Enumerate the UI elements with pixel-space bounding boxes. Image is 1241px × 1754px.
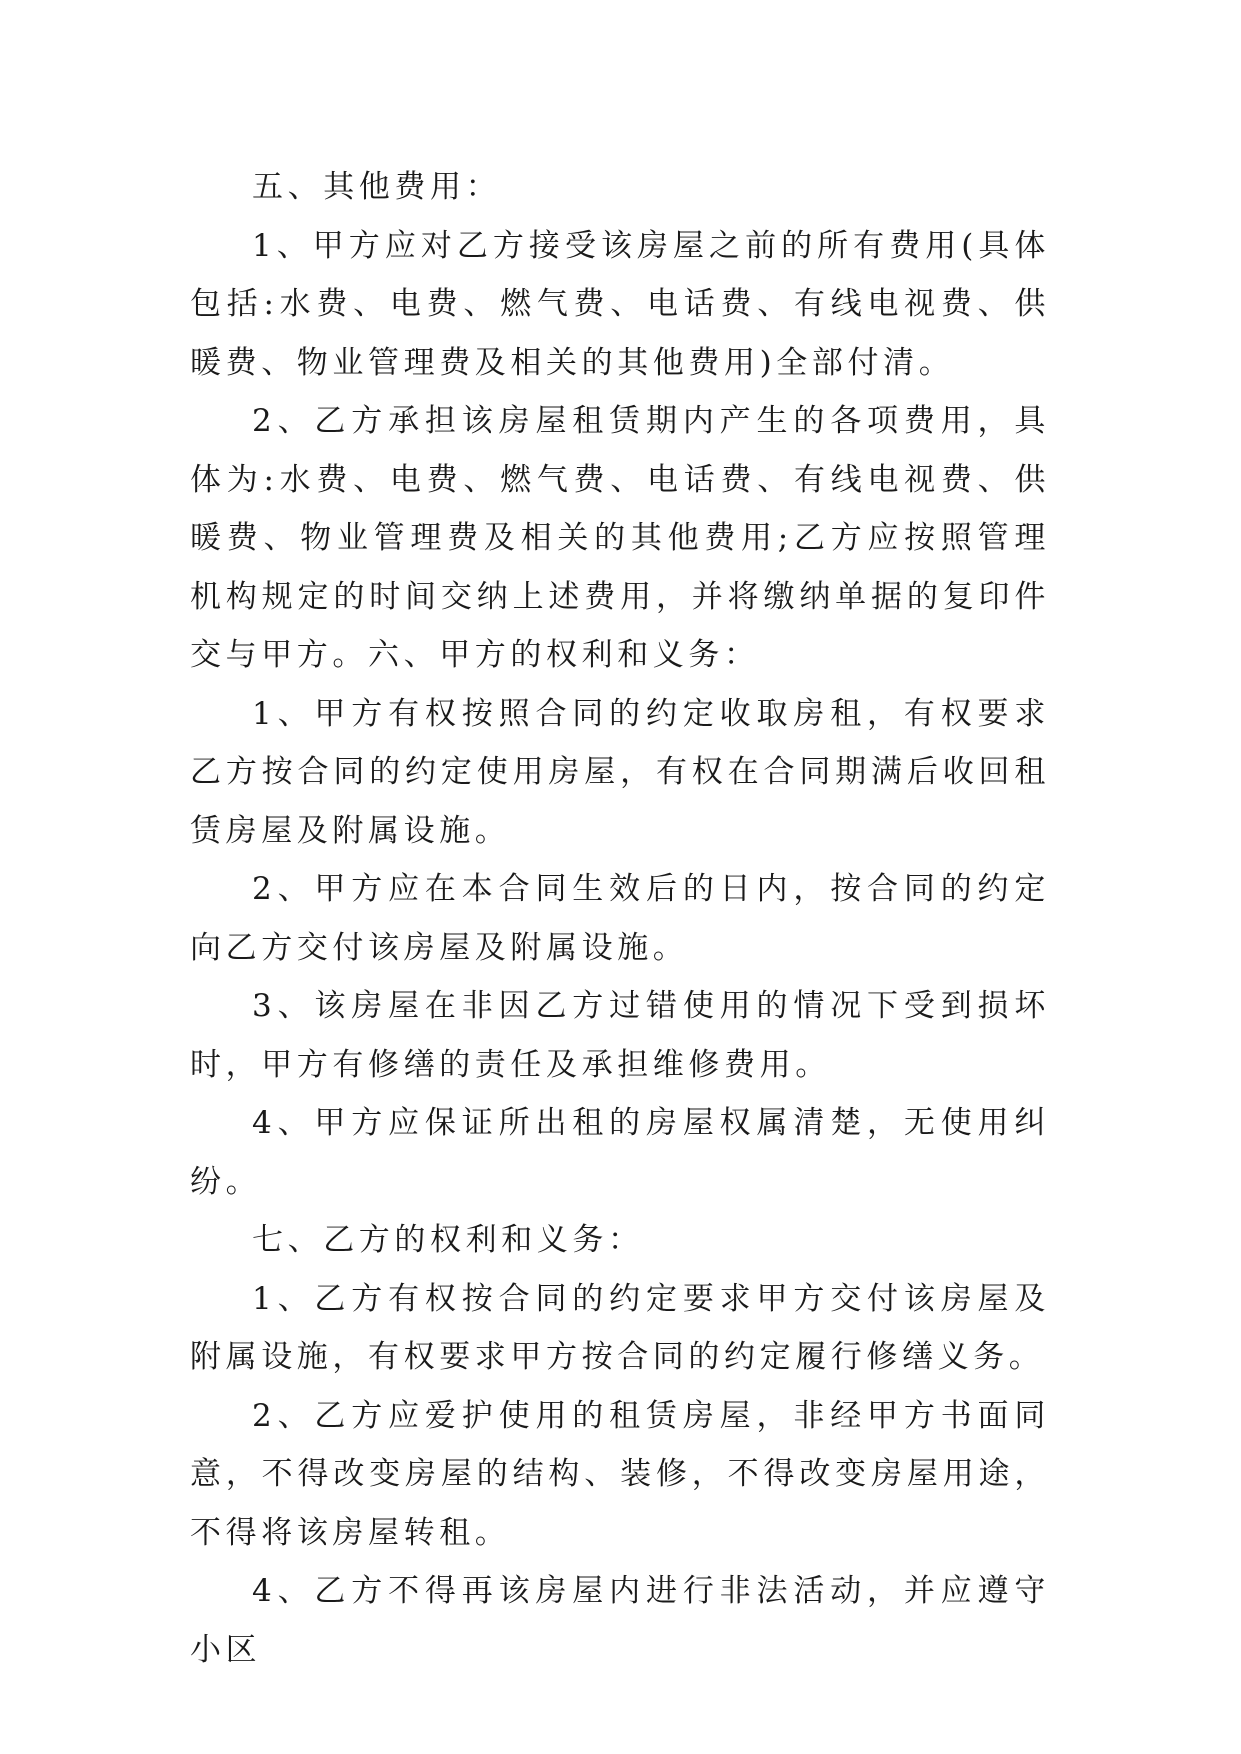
clause-6-3: 3、该房屋在非因乙方过错使用的情况下受到损坏时，甲方有修缮的责任及承担维修费用。: [190, 988, 1050, 1083]
clause-6-1: 1、甲方有权按照合同的约定收取房租，有权要求乙方按合同的约定使用房屋，有权在合同期满后收回租赁房屋及附属设施。: [190, 695, 1050, 849]
clause-6-2: 2、甲方应在本合同生效后的日内，按合同的约定向乙方交付该房屋及附属设施。: [190, 871, 1050, 966]
document-body: [190, 158, 1050, 1679]
clause-7-4: 4、乙方不得再该房屋内进行非法活动，并应遵守小区: [190, 1573, 1050, 1668]
clause-5-2: 2、乙方承担该房屋租赁期内产生的各项费用，具体为:水费、电费、燃气费、电话费、有线电视费、供暖费、物业管理费及相关的其他费用;乙方应按照管理机构规定的时间交纳上述费用，并将缴纳单据的复印件交与甲方。六、甲方的权利和义务：: [190, 403, 1050, 673]
clause-7-2: 2、乙方应爱护使用的租赁房屋，非经甲方书面同意，不得改变房屋的结构、装修，不得改变房屋用途，不得将该房屋转租。: [190, 1397, 1050, 1551]
section-heading-other-fees: 五、其他费用：: [252, 169, 502, 205]
section-heading-party-b-rights: 七、乙方的权利和义务：: [252, 1222, 644, 1258]
clause-5-1: 1、甲方应对乙方接受该房屋之前的所有费用(具体包括:水费、电费、燃气费、电话费、有线电视费、供暖费、物业管理费及相关的其他费用)全部付清。: [190, 227, 1050, 381]
clause-7-1: 1、乙方有权按合同的约定要求甲方交付该房屋及附属设施，有权要求甲方按合同的约定履行修缮义务。: [190, 1280, 1050, 1375]
clause-6-4: 4、甲方应保证所出租的房屋权属清楚，无使用纠纷。: [190, 1105, 1050, 1200]
